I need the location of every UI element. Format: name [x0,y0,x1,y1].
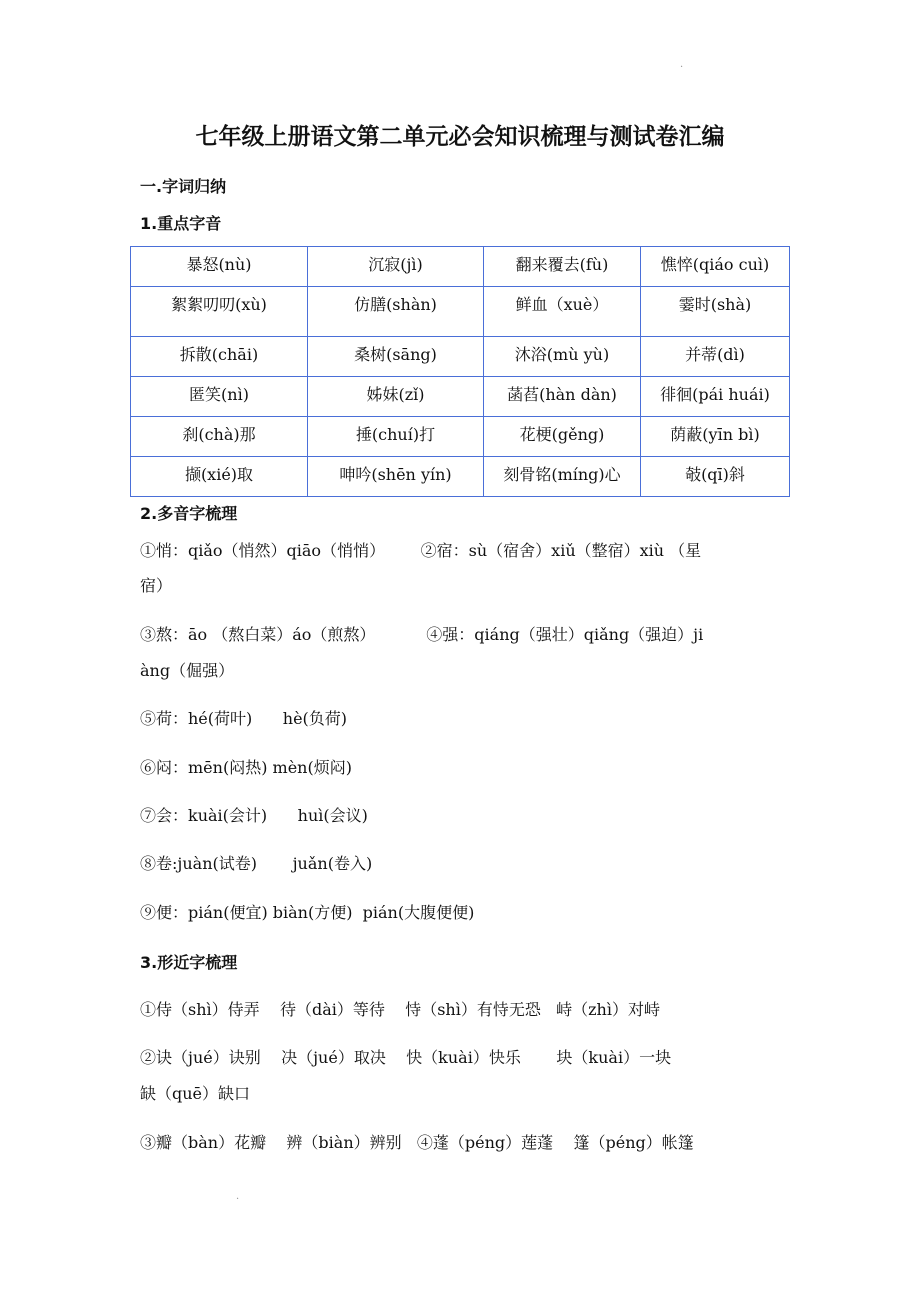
table-row [131,417,790,457]
table-cell: 攲(qī)斜 [641,457,790,497]
table-cell: 菡萏(hàn dàn) [484,377,641,417]
subsection-heading-polyphones: 2.多音字梳理 [140,504,238,523]
table-cell: 荫蔽(yīn bì) [641,417,790,457]
table-cell: 沐浴(mù yù) [484,337,641,377]
table-cell: 拆散(chāi) [131,337,308,377]
table-cell: 呻吟(shēn yín) [308,457,484,497]
polyphone-line: ⑦会：kuài(会计) huì(会议) [140,806,368,825]
page-mark: · [236,1194,240,1205]
table-cell: 憔悴(qiáo cuì) [641,247,790,287]
section-heading: 一.字词归纳 [140,177,227,196]
page-title: 七年级上册语文第二单元必会知识梳理与测试卷汇编 [195,124,725,150]
table-cell: 霎时(shà) [641,287,790,337]
similar-char-line: ②诀（jué）诀别 决（jué）取决 快（kuài）快乐 块（kuài）一块 [140,1048,672,1067]
table-cell: 刹(chà)那 [131,417,308,457]
table-row [131,377,790,417]
subsection-heading-pronunciation: 1.重点字音 [140,214,222,233]
polyphone-line: àng（倔强） [140,661,235,680]
polyphone-line: 宿） [140,576,173,595]
table-cell: 捶(chuí)打 [308,417,484,457]
polyphone-line: ①悄：qiǎo（悄然）qiāo（悄悄） ②宿：sù（宿舍）xiǔ（整宿）xiù （星 [140,541,702,560]
similar-char-line: ③瓣（bàn）花瓣 辨（biàn）辨别 ④蓬（péng）莲蓬 篷（péng）帐篷 [140,1133,694,1152]
table-cell: 刻骨铭(míng)心 [484,457,641,497]
table-cell: 翻来覆去(fù) [484,247,641,287]
table-row [131,247,790,287]
table-cell: 并蒂(dì) [641,337,790,377]
polyphone-line: ⑤荷：hé(荷叶) hè(负荷) [140,709,348,728]
table-cell: 仿膳(shàn) [308,287,484,337]
polyphone-line: ⑨便：pián(便宜) biàn(方便) pián(大腹便便) [140,903,475,922]
polyphone-line: ③熬：āo （熬白菜）áo（煎熬） ④强：qiáng（强壮）qiǎng（强迫）ji [140,625,704,644]
table-row [131,337,790,377]
page-mark: · [680,62,684,73]
table-row [131,287,790,337]
table-row [131,457,790,497]
pronunciation-table [130,246,790,497]
table-cell: 匿笑(nì) [131,377,308,417]
table-cell: 花梗(gěng) [484,417,641,457]
table-cell: 暴怒(nù) [131,247,308,287]
similar-char-line: 缺（quē）缺口 [140,1084,251,1103]
subsection-heading-similar-chars: 3.形近字梳理 [140,953,238,972]
table-cell: 沉寂(jì) [308,247,484,287]
table-cell: 姊妹(zǐ) [308,377,484,417]
table-cell: 桑树(sāng) [308,337,484,377]
table-cell: 撷(xié)取 [131,457,308,497]
table-cell: 鲜血（xuè） [484,287,641,337]
polyphone-line: ⑥闷：mēn(闷热) mèn(烦闷) [140,758,352,777]
table-cell: 絮絮叨叨(xù) [131,287,308,337]
similar-char-line: ①侍（shì）侍弄 待（dài）等待 恃（shì）有恃无恐 峙（zhì）对峙 [140,1000,660,1019]
table-cell: 徘徊(pái huái) [641,377,790,417]
polyphone-line: ⑧卷:juàn(试卷) juǎn(卷入) [140,854,373,873]
